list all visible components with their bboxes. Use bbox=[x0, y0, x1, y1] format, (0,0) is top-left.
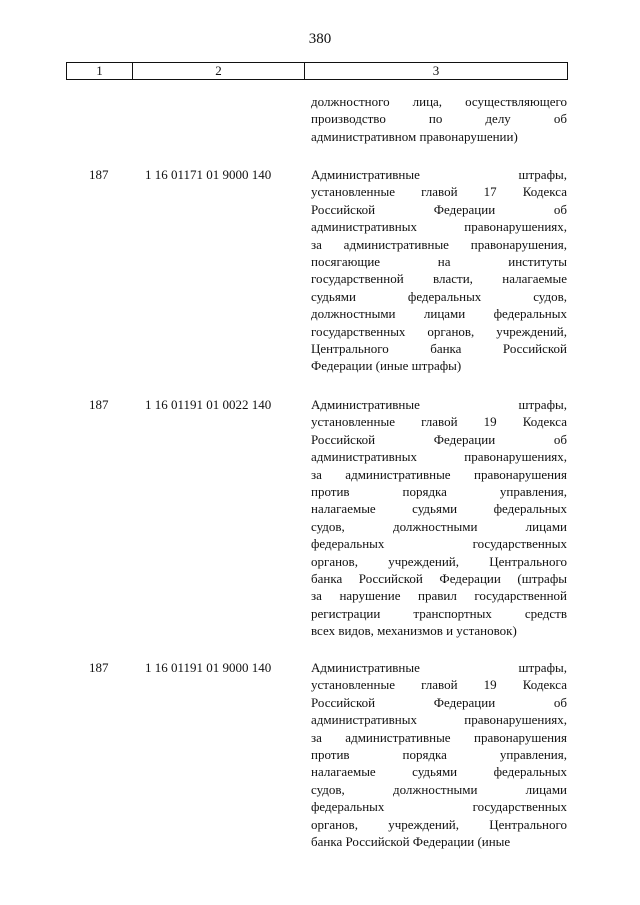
description-line: должностного лица, осуществляющего bbox=[311, 94, 567, 109]
description-line: Российской Федерации об bbox=[311, 431, 567, 447]
continued-description bbox=[311, 93, 567, 145]
description-line: за административные правонарушения, bbox=[311, 236, 567, 252]
description-line: Федерации (иные штрафы) bbox=[311, 358, 462, 374]
row-number: 187 bbox=[89, 167, 109, 182]
description-line: установленные главой 17 Кодекса bbox=[311, 184, 567, 200]
row-description bbox=[311, 659, 567, 850]
description-line: Административные штрафы, bbox=[311, 397, 567, 412]
row-description bbox=[311, 396, 567, 639]
column-header-3: 3 bbox=[432, 63, 440, 78]
description-line: налагаемые судьями федеральных bbox=[311, 764, 567, 780]
column-header-1: 1 bbox=[67, 63, 133, 79]
description-line: всех видов, механизмов и установок) bbox=[311, 623, 517, 639]
row-description bbox=[311, 166, 567, 375]
description-line: государственной власти, налагаемые bbox=[311, 271, 567, 287]
description-line: судов, должностными лицами bbox=[311, 781, 567, 797]
description-line: административном правонарушении) bbox=[311, 128, 518, 144]
description-line: установленные главой 19 Кодекса bbox=[311, 414, 567, 430]
description-line: посягающие на институты bbox=[311, 253, 567, 269]
description-line: за административные правонарушения bbox=[311, 729, 567, 745]
description-line: Административные штрафы, bbox=[311, 660, 567, 675]
description-line: федеральных государственных bbox=[311, 536, 567, 552]
row-number: 187 bbox=[89, 397, 109, 412]
description-line: судьями федеральных судов, bbox=[311, 288, 567, 304]
description-line: административных правонарушениях, bbox=[311, 712, 567, 728]
page-number: 380 bbox=[308, 31, 332, 47]
description-line: регистрации транспортных средств bbox=[311, 605, 567, 621]
description-line: Российской Федерации об bbox=[311, 694, 567, 710]
description-line: против порядка управления, bbox=[311, 483, 567, 499]
description-line: органов, учреждений, Центрального bbox=[311, 816, 567, 832]
description-line: против порядка управления, bbox=[311, 746, 567, 762]
budget-code: 1 16 01191 01 9000 140 bbox=[145, 660, 272, 675]
description-line: государственных органов, учреждений, bbox=[311, 323, 567, 339]
description-line: за нарушение правил государственной bbox=[311, 588, 567, 604]
description-line: федеральных государственных bbox=[311, 799, 567, 815]
description-line: банка Российской Федерации (штрафы bbox=[311, 570, 567, 586]
description-line: налагаемые судьями федеральных bbox=[311, 501, 567, 517]
description-line: Центрального банка Российской bbox=[311, 340, 567, 356]
description-line: банка Российской Федерации (иные bbox=[311, 833, 511, 849]
description-line: за административные правонарушения bbox=[311, 466, 567, 482]
row-number: 187 bbox=[89, 660, 109, 675]
description-line: Российской Федерации об bbox=[311, 201, 567, 217]
description-line: Административные штрафы, bbox=[311, 167, 567, 182]
budget-code: 1 16 01191 01 0022 140 bbox=[145, 397, 272, 412]
description-line: установленные главой 19 Кодекса bbox=[311, 677, 567, 693]
description-line: должностными лицами федеральных bbox=[311, 306, 567, 322]
description-line: административных правонарушениях, bbox=[311, 449, 567, 465]
description-line: производство по делу об bbox=[311, 111, 567, 127]
budget-code: 1 16 01171 01 9000 140 bbox=[145, 167, 272, 182]
description-line: органов, учреждений, Центрального bbox=[311, 553, 567, 569]
description-line: административных правонарушениях, bbox=[311, 219, 567, 235]
description-line: судов, должностными лицами bbox=[311, 518, 567, 534]
column-header-2: 2 bbox=[133, 63, 305, 79]
table-header-row bbox=[66, 62, 568, 80]
